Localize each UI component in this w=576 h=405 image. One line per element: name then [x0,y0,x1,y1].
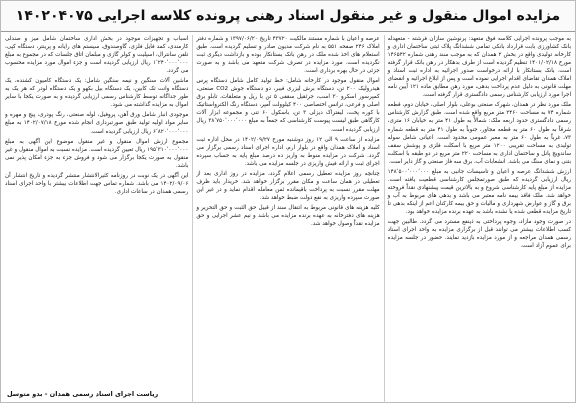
column-middle [192,35,379,403]
notice-body [1,32,575,405]
paragraph: چنانچه روز مزایده تعطیل رسمی اعلام گردد، مزایده در روز اداری بعد از تعطیلی در همان ساعت و مکان مقرر برگزار خواهد شد. خریدار باید ظرف مهلت مقرر نسبت به پرداخت باقیمانده ثمن معامله اقدام نماید و در غیر این صورت سپرده واریزی به نفع دولت ضبط خواهد شد. [196,170,380,201]
paragraph: این آگهی در یک نوبت در روزنامه کثیرالانتشار منتشر گردیده و تاریخ انتشار آن ۱۴۰۲/۰۹/۰۶ می باشد. شماره تماس جهت اطلاعات بیشتر با واحد اجرای اسناد رسمی همدان در ساعات اداری. [5,172,189,195]
paragraph: مزایده از ساعت ۹ الی ۱۲ روز دوشنبه مورخ ۱۴۰۲/۰۹/۲۷ در محل اداره ثبت اسناد و املاک همدان واقع در بلوار ارم، اداره اجرای اسناد رسمی برگزار می گردد. شرکت در مزایده منوط به واریز ده درصد مبلغ پایه به حساب سپرده اجرای ثبت و ارائه فیش واریزی در جلسه مزایده می باشد. [196,136,380,167]
paragraph: به موجب پرونده اجرایی کلاسه فوق متعهد: پرنوشین سازان فرشته - متعهدله بانک کشاورزی بابت قرارداد بانکی تمامی ششدانگ پلاک ثبتی ساختمان اداری و کارخانه تولیدی واقع در بخش ۲ همدان که به موجب سند رهنی شماره ۱۴۶۵۴۲ مورخ ۱۴۰۱/۰۲/۱۸ تنظیم گردیده است از طرف بدهکار در رهن بانک قرار گرفته است. بانک بستانکار با ارائه درخواست صدور اجرائیه به اداره ثبت اسناد و املاک همدان تقاضای اقدام اجرایی نموده است و پس از ابلاغ اجرائیه و انقضای مهلت قانونی به دلیل عدم پرداخت بدهی، مورد رهن مطابق ماده ۱۲۱ آیین نامه اجرا مورد ارزیابی کارشناس رسمی دادگستری قرار گرفته است. [387,36,571,99]
signature-footer: ریاست اجرای اسناد رسمی همدان - بدو متوسل [7,390,162,398]
paragraph: در صورت وجود مازاد، وجوه پرداختی به ذینفع مسترد می گردد. طالبین جهت کسب اطلاعات بیشتر می توانند قبل از برگزاری مزایده به واحد اجرای اسناد رسمی همدان مراجعه و از مورد مزایده بازدید نمایند. حضور در جلسه مزایده برای عموم آزاد است. [387,219,571,250]
notice-title: مزایده اموال منقول و غیر منقول اسناد رهنی پرونده کلاسه اجرایی ۱۴۰۲۰۴۰۷۵ [15,8,561,24]
paragraph: عرصه و اعیان با شماره مستند مالکیت ۴۳۷۲۰ تاریخ ۱۳۹۷/۰۶/۲۰ و شماره دفتر املاک ۲۴۶ صفحه ۵۵۱ به نام شرکت مدیون صادر و تسلیم گردیده است. طبق استعلام های اخذ شده ملک در رهن بانک بستانکار بوده و بازداشت دیگری ثبت نگردیده است. مورد مزایده در تصرف شرکت متعهد می باشد و به صورت جزئی در حال بهره برداری است. [196,36,380,75]
paragraph: مجموع ارزش اموال منقول و غیر منقول موضوع این آگهی به مبلغ ۱۹۵٬۳۱۰٬۰۰۰٬۰۰۰ ریال تعیین گردیده است. مزایده نسبت به اموال منقول و غیر منقول به صورت یکجا برگزار می شود و فروش جزء به جزء امکان پذیر نمی باشد. [5,138,189,169]
column-right [384,35,571,403]
paragraph: ارزش ششدانگ عرصه و اعیان و تاسیسات جانبی به مبلغ ۱۴۸٬۵۰۰٬۰۰۰٬۰۰۰ ریال ارزیابی گردیده که طبق صورتمجلس کارشناسی قطعیت یافته است. مزایده از مبلغ پایه کارشناسی شروع و به بالاترین قیمت پیشنهادی نقداً فروخته خواهد شد. ملک فاقد بیمه نامه معتبر می باشد و بدهی های مربوط به آب و برق و گاز و عوارض شهرداری و مالیات و حق بیمه کارکنان اعم از اینکه بدهی تا تاریخ مزایده قطعی شده یا نشده باشد به عهده برنده مزایده خواهد بود. [387,168,571,215]
title-bar [1,1,575,32]
column-left [5,35,188,403]
paragraph: کلیه هزینه های قانونی مربوط به انتقال سند از قبیل حق الثبت و حق التحریر و هزینه های دفترخانه به عهده برنده مزایده می باشد و نیم عشر اجرایی و حق مزایده نقداً وصول خواهد شد. [196,204,380,228]
paragraph: ماشین آلات سنگین و نیمه سنگین شامل: یک دستگاه کامیون کشنده، یک دستگاه وانت تک کابین، یک دستگاه بیل بکهو و یک دستگاه لودر که هر یک به طور جداگانه توسط کارشناس رسمی ارزیابی گردیده و به صورت یکجا با سایر اموال به مزایده گذاشته می شود. [5,78,189,109]
paragraph: اموال منقول موجود در کارخانه شامل: خط تولید کامل شامل دستگاه پرس هیدرولیک ۲۰۰ تن، دستگاه برش لیزری فیبر، دو دستگاه جوش CO2 صنعتی، کمپرسور اسکرو ۳۰ اسب، جرثقیل سقفی ۵ تن با ریل و متعلقات، تابلو برق اصلی و فرعی، ترانس اختصاصی ۴۰۰ کیلوولت آمپر، دستگاه رنگ الکترواستاتیک با کوره پخت، لیفتراک دیزلی ۳ تن، باسکول ۶۰ تنی و مجموعه ابزار آلات کارگاهی طبق لیست پیوست کارشناسی که جمعاً به مبلغ ۳۸٬۷۵۰٬۰۰۰٬۰۰۰ ریال ارزیابی گردیده است. [196,78,380,133]
paragraph: موجودی انبار شامل ورق آهن، پروفیل، لوله صنعتی، رنگ پودری، پیچ و مهره و سایر مواد اولیه تولید طبق صورتبرداری انجام شده مورخ ۱۴۰۲/۰۷/۱۸ به مبلغ ۶٬۸۲۰٬۰۰۰٬۰۰۰ ریال ارزیابی گردیده است. [5,112,189,135]
paragraph: اسباب و تجهیزات موجود در بخش اداری ساختمان شامل میز و صندلی کارمندی، کمد فایل فلزی، گاوصندوق، سیستم های رایانه و پرینتر، دستگاه کپی، تلفن سانترال، اسپلیت و کولر گازی و مبلمان اتاق جلسات که در مجموع به مبلغ ۱٬۲۴۰٬۰۰۰٬۰۰۰ ریال ارزیابی گردیده است و جزء اموال مورد مزایده محسوب می گردد. [5,36,189,75]
paragraph: ملک مورد نظر در همدان، شهرک صنعتی بوعلی، بلوار اصلی، خیابان دوم، قطعه شماره ۷۴ به مساحت ۲۴۶۰ متر مربع واقع شده است. طبق گزارش کارشناس رسمی دادگستری حدود اربعه ملک: شمالاً به طول ۴۱ متر به خیابان ۱۶ متری، شرقاً به طول ۶۰ متر به قطعه مجاور، جنوباً به طول ۴۱ متر به قطعه شماره ۷۳، غرباً به طول ۶۰ متر به معبر عمومی محدود است. اعیانی شامل سوله تولیدی به مساحت تقریبی ۱۲۰۰ متر مربع با اسکلت فلزی و پوشش سقف ساندویچ پانل و ساختمان اداری به مساحت ۲۲۰ متر مربع در دو طبقه با اسکلت بتنی و نمای سنگ می باشد. انشعابات آب، برق سه فاز صنعتی و گاز دایر است. [387,102,571,165]
